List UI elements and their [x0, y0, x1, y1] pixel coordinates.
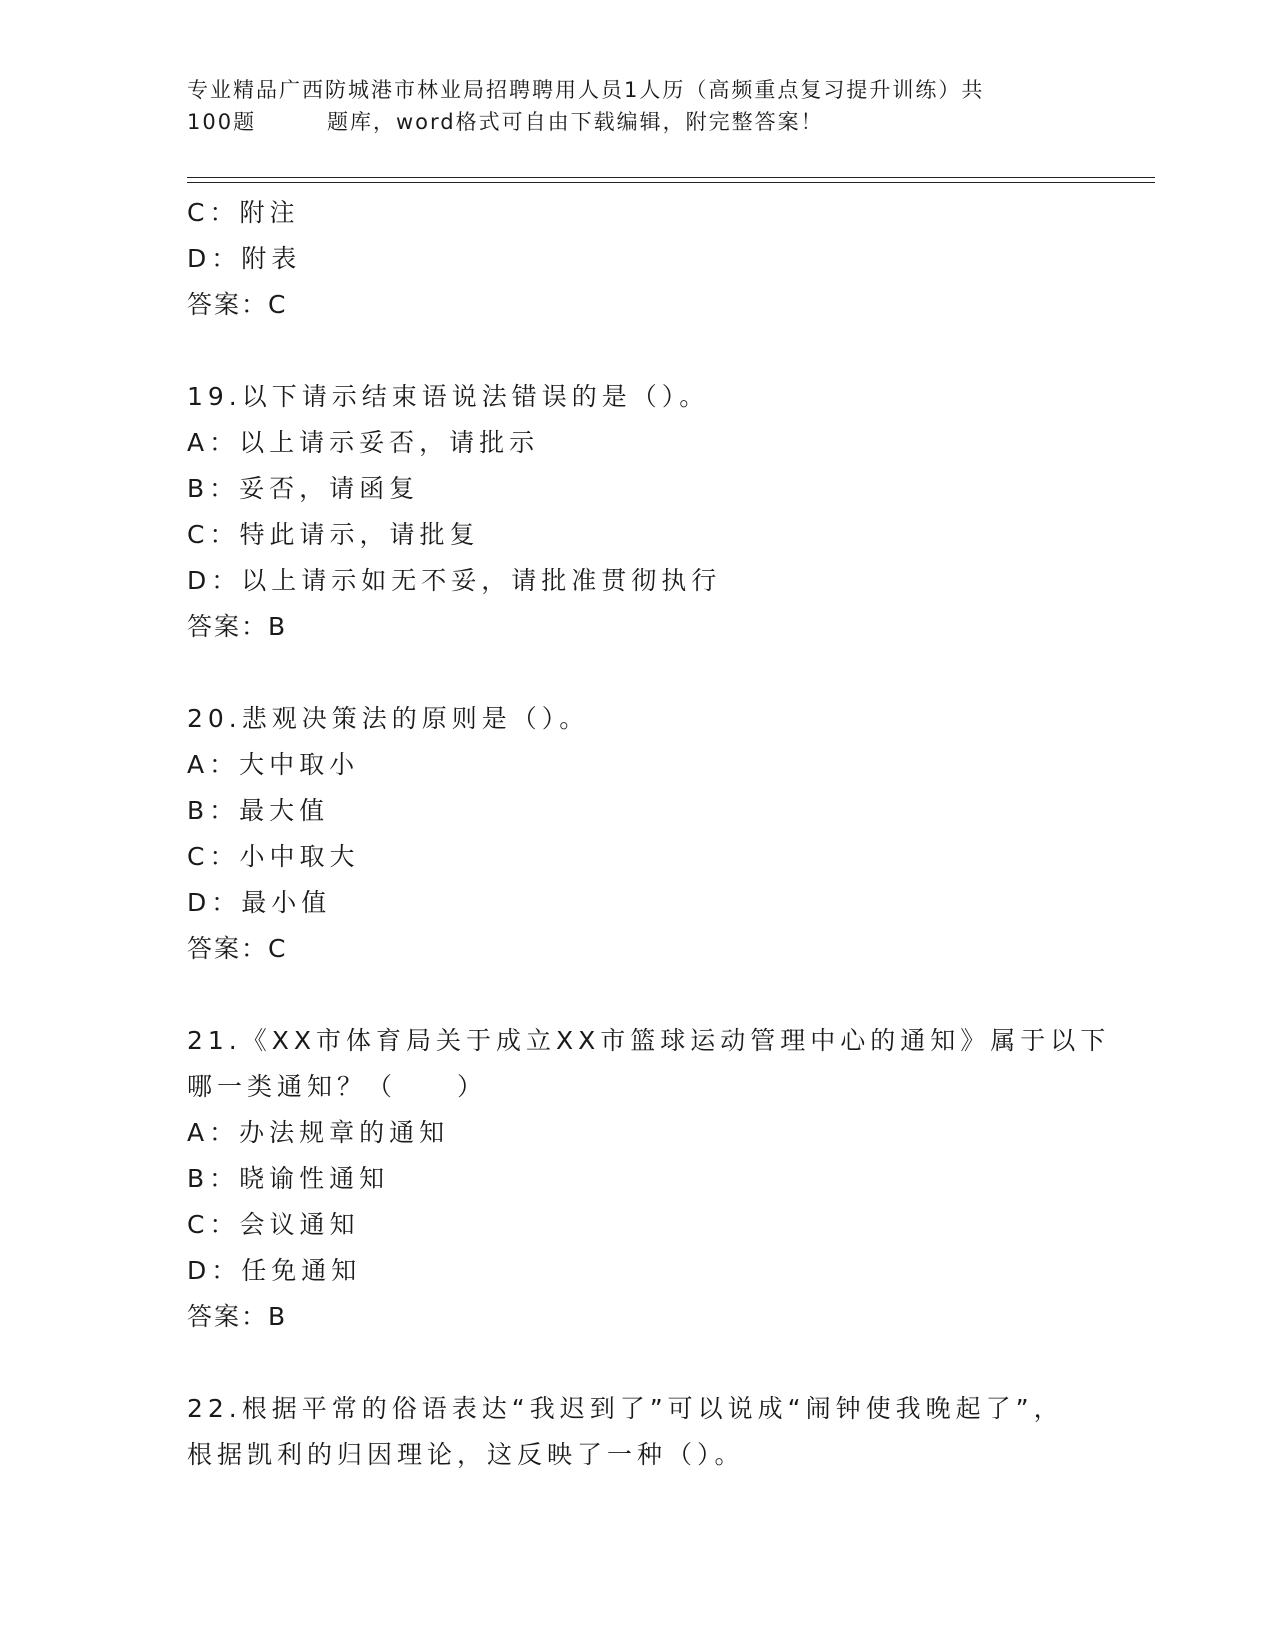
- option-b: B：最大值: [187, 796, 330, 825]
- header-description: 题库，word格式可自由下载编辑，附完整答案！: [327, 110, 824, 134]
- option-c: C：特此请示，请批复: [187, 520, 480, 549]
- question-list: [187, 190, 1111, 1478]
- question-21-text-line2: 哪一类通知？（ ）: [187, 1072, 488, 1101]
- question-21-text-line1: 21.《XX市体育局关于成立XX市篮球运动管理中心的通知》属于以下: [187, 1026, 1111, 1055]
- option-d: D：附表: [187, 244, 302, 273]
- option-b: B：妥否，请函复: [187, 474, 420, 503]
- option-b: B：晓谕性通知: [187, 1164, 390, 1193]
- question-22-text-line1: 22.根据平常的俗语表达“我迟到了”可以说成“闹钟使我晚起了”，: [187, 1394, 1064, 1423]
- header-divider-bottom: [187, 182, 1155, 183]
- answer-line: 答案：B: [187, 1302, 288, 1331]
- question-19-text: 19.以下请示结束语说法错误的是（）。: [187, 382, 710, 411]
- header-title-line2: [187, 106, 1067, 138]
- header-question-count: 100题: [187, 110, 257, 134]
- option-a: A：以上请示妥否，请批示: [187, 428, 540, 457]
- option-d: D：最小值: [187, 888, 332, 917]
- option-a: A：大中取小: [187, 750, 360, 779]
- answer-line: 答案：C: [187, 934, 288, 963]
- header-divider-top: [187, 177, 1155, 178]
- question-20-text: 20.悲观决策法的原则是（）。: [187, 704, 590, 733]
- option-d: D：任免通知: [187, 1256, 362, 1285]
- answer-line: 答案：B: [187, 612, 288, 641]
- answer-line: 答案：C: [187, 290, 288, 319]
- option-c: C：小中取大: [187, 842, 360, 871]
- question-22-text-line2: 根据凯利的归因理论，这反映了一种（）。: [187, 1440, 745, 1469]
- option-d: D：以上请示如无不妥，请批准贯彻执行: [187, 566, 722, 595]
- header-title-line1: 专业精品广西防城港市林业局招聘聘用人员1人历（高频重点复习提升训练）共: [187, 78, 985, 102]
- option-c: C：附注: [187, 198, 300, 227]
- option-c: C：会议通知: [187, 1210, 360, 1239]
- option-a: A：办法规章的通知: [187, 1118, 450, 1147]
- document-header: [187, 74, 1067, 138]
